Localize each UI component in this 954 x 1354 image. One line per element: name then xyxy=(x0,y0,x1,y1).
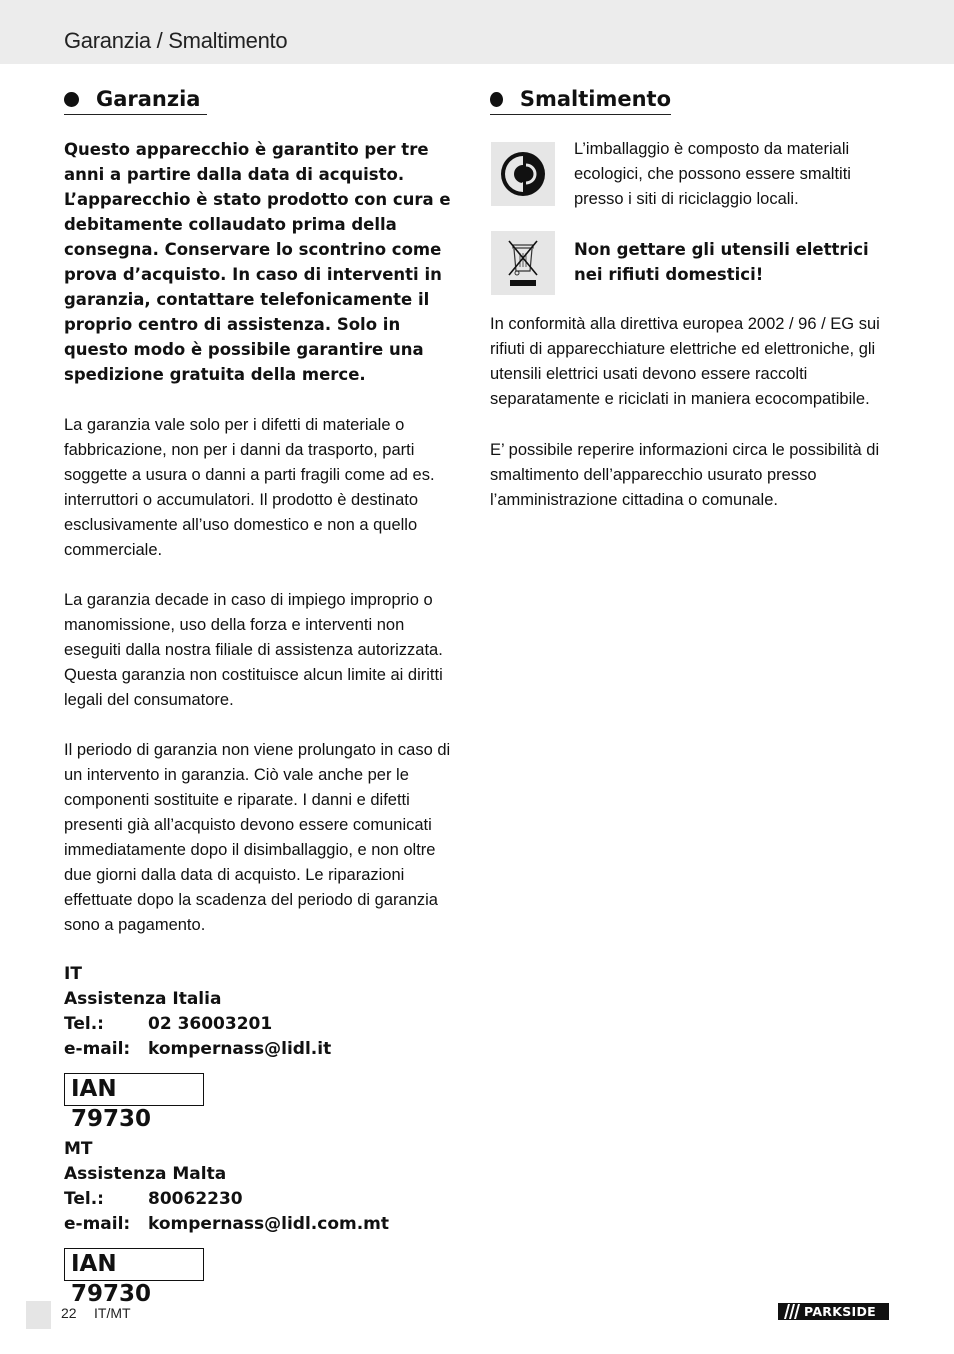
tel-value: 02 36003201 xyxy=(148,1014,273,1034)
contact-service: Assistenza Malta xyxy=(64,1164,227,1184)
email-label: e-mail: xyxy=(64,1214,131,1234)
page-title: Garanzia / Smaltimento xyxy=(64,28,288,53)
contact-block-mt xyxy=(64,1137,389,1237)
bullet-icon xyxy=(64,92,79,107)
weee-warning: Non gettare gli utensili elettrici nei rifiuti domestici! xyxy=(574,240,869,284)
contact-tel-row xyxy=(64,1012,331,1037)
contact-country: MT xyxy=(64,1139,93,1159)
disposal-paragraph-2: E’ possibile reperire informazioni circa le possibilità di smaltimento dell’apparecchio usurato presso l’amministrazione cittadina o comunale. xyxy=(490,441,880,509)
contact-service: Assistenza Italia xyxy=(64,989,222,1009)
bullet-icon xyxy=(490,92,503,107)
section-heading-smaltimento xyxy=(490,84,671,115)
green-dot-recycling-icon xyxy=(491,142,555,206)
disposal-paragraph-1: In conformità alla direttiva europea 2002 / 96 / EG sui rifiuti di apparecchiature elettriche ed elettroniche, gli utensili elettrici usati devono essere raccolti separatamente e riciclati in maniera ecocompatibile. xyxy=(490,315,880,408)
warranty-paragraph-3: Il periodo di garanzia non viene prolungato in caso di un intervento in garanzia. Ciò vale anche per le componenti sostituite e riparate. I danni e difetti presenti già all’acquisto devono essere comunicati immediatamente dopo il disimballaggio, e non oltre due giorni dalla data di acquisto. Le riparazioni effettuate dopo la scadenza del periodo di garanzia sono a pagamento. xyxy=(64,741,451,934)
contact-block-it xyxy=(64,962,331,1062)
crossed-out-wheelie-bin-icon xyxy=(491,231,555,295)
warranty-intro: Questo apparecchio è garantito per tre anni a partire dalla data di acquisto. L’apparecchio è stato prodotto con cura e debitamente collaudato prima della consegna. Conservare lo scontrino come prova d’acquisto. In caso di interventi in garanzia, contattare telefonicamente il proprio centro di assistenza. Solo in questo modo è possibile garantire una spedizione gratuita della merce. xyxy=(64,140,451,384)
page-number-tab xyxy=(26,1301,51,1329)
tel-value: 80062230 xyxy=(148,1189,243,1209)
brand-logo xyxy=(778,1303,889,1320)
contact-country: IT xyxy=(64,964,82,984)
page-number: 22 xyxy=(61,1305,77,1321)
contact-email-row xyxy=(64,1212,389,1237)
brand-name: PARKSIDE xyxy=(804,1304,876,1319)
section-heading-garanzia xyxy=(64,84,207,115)
packaging-text: L’imballaggio è composto da materiali ecologici, che possono essere smaltiti presso i siti di riciclaggio locali. xyxy=(574,140,851,208)
contact-email-row xyxy=(64,1037,331,1062)
ian-box-it: IAN 79730 xyxy=(64,1073,204,1106)
email-value: kompernass@lidl.it xyxy=(148,1039,332,1059)
email-label: e-mail: xyxy=(64,1039,131,1059)
ian-box-mt: IAN 79730 xyxy=(64,1248,204,1281)
tel-label: Tel.: xyxy=(64,1014,104,1034)
language-code: IT/MT xyxy=(94,1305,131,1321)
email-value: kompernass@lidl.com.mt xyxy=(148,1214,390,1234)
section-heading-label: Garanzia xyxy=(96,87,201,111)
tel-label: Tel.: xyxy=(64,1189,104,1209)
brand-stripes-icon xyxy=(781,1303,801,1320)
page-header xyxy=(0,0,954,64)
warranty-paragraph-2: La garanzia decade in caso di impiego improprio o manomissione, uso della forza e interventi non eseguiti dalla nostra filiale di assistenza autorizzata. Questa garanzia non costituisce alcun limite ai diritti legali del consumatore. xyxy=(64,591,443,709)
section-heading-label: Smaltimento xyxy=(519,87,671,111)
warranty-paragraph-1: La garanzia vale solo per i difetti di materiale o fabbricazione, non per i danni da trasporto, parti soggette a usura o danni a parti fragili come ad es. interruttori o accumulatori. Il prodotto è destinato esclusivamente all’uso domestico e non a quello commerciale. xyxy=(64,416,435,559)
contact-tel-row xyxy=(64,1187,389,1212)
